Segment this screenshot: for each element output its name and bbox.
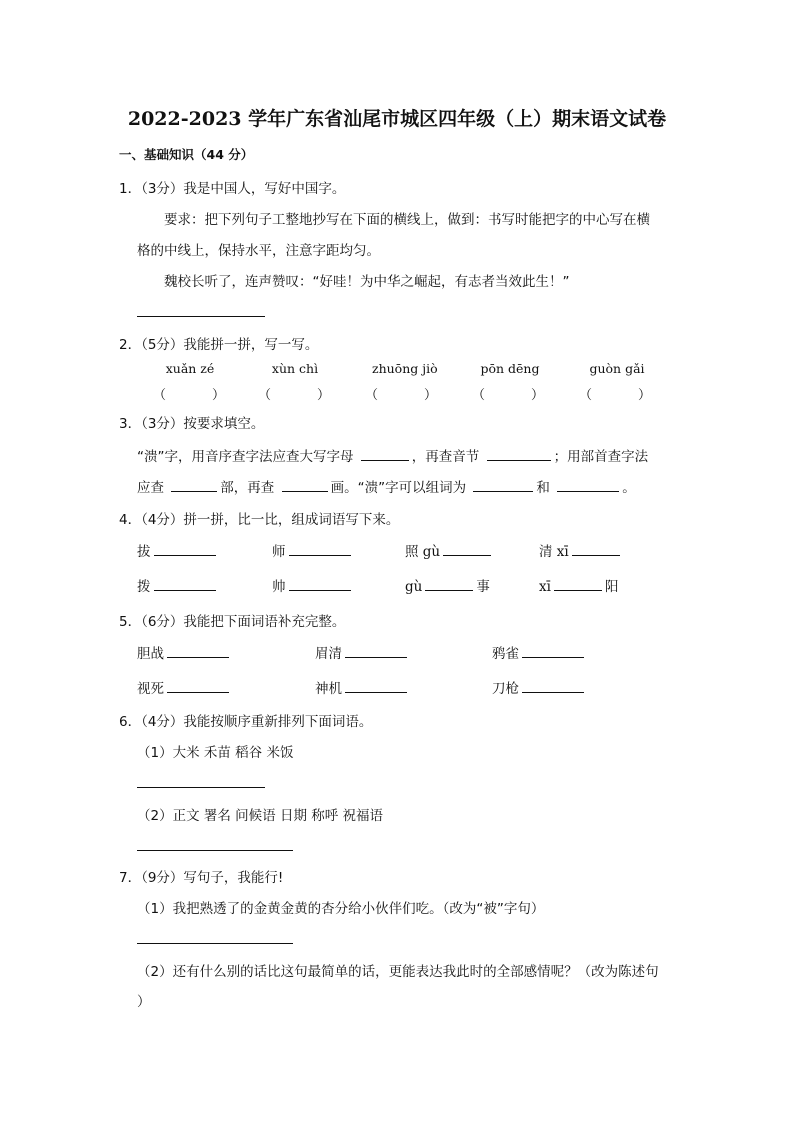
q5-word: 神机 (315, 681, 342, 697)
q3-line2 (137, 476, 636, 496)
q5-blank[interactable] (345, 679, 407, 693)
q4-blank[interactable] (154, 542, 216, 556)
q5-blank[interactable] (522, 644, 584, 658)
q3-blank-radical[interactable] (171, 478, 217, 492)
q4-row1-item2 (272, 540, 354, 560)
q2-pinyin-1: xuǎn zé (165, 361, 215, 376)
q3-text-2e: 。 (622, 480, 636, 496)
q3-text-2a: 应查 (137, 480, 164, 496)
q3-text-1b: ，再查音节 (411, 449, 480, 465)
exam-title: 2022-2023 学年广东省汕尾市城区四年级（上）期末语文试卷 (127, 108, 667, 130)
q4-char: 拨 (137, 579, 151, 595)
q4-row1-item1 (137, 540, 219, 560)
q4-char: 师 (272, 544, 286, 560)
q3-text-2c: 画。“溃”字可以组词为 (330, 480, 467, 496)
q5-row1-item2 (315, 642, 410, 662)
q4-char: 帅 (272, 579, 286, 595)
q3-text-2d: 和 (536, 480, 550, 496)
q5-row1-item3 (492, 642, 587, 662)
q4-blank[interactable] (154, 577, 216, 591)
q2-paren-open-4: （ (472, 388, 486, 403)
q5-row2-item3 (492, 677, 587, 697)
q1-sentence: 魏校长听了，连声赞叹：“好哇！为中华之崛起，有志者当效此生！” (164, 274, 570, 290)
q4-suffix: 事 (476, 579, 490, 595)
q7-item2-line1: （2）还有什么别的话比这句最简单的话，更能表达我此时的全部感情呢？（改为陈述句 (137, 964, 659, 980)
q1-stem: 1．（3分）我是中国人，写好中国字。 (119, 181, 346, 197)
q4-row2-item2 (272, 575, 354, 595)
q5-word: 胆战 (137, 646, 164, 662)
q4-blank[interactable] (289, 542, 351, 556)
q2-stem: 2．（5分）我能拼一拼，写一写。 (119, 337, 319, 353)
q5-stem: 5．（6分）我能把下面词语补充完整。 (119, 614, 346, 630)
q5-word: 鸦雀 (492, 646, 519, 662)
q4-blank[interactable] (554, 577, 602, 591)
q2-paren-close-4: ） (531, 388, 545, 403)
q2-paren-close-1: ） (212, 388, 226, 403)
q3-text-1c: ；用部首查字法 (553, 449, 649, 465)
q5-row1-item1 (137, 642, 232, 662)
q2-paren-open-1: （ (153, 388, 167, 403)
q3-blank-strokes[interactable] (282, 478, 328, 492)
q4-stem: 4．（4分）拼一拼，比一比，组成词语写下来。 (119, 512, 400, 528)
q4-blank[interactable] (289, 577, 351, 591)
q6-item1: （1）大米 禾苗 稻谷 米饭 (137, 745, 294, 761)
q4-char: xī (539, 579, 551, 595)
q5-blank[interactable] (167, 679, 229, 693)
q2-paren-open-5: （ (579, 388, 593, 403)
q6-answer-line-1[interactable] (137, 787, 265, 788)
q3-line1 (137, 445, 648, 465)
q4-row2-item3 (405, 575, 490, 595)
q3-blank-letter[interactable] (361, 447, 409, 461)
q2-paren-close-2: ） (317, 388, 331, 403)
q5-word: 视死 (137, 681, 164, 697)
q4-blank[interactable] (425, 577, 473, 591)
q3-stem: 3．（3分）按要求填空。 (119, 416, 265, 432)
q3-text-1a: “溃”字，用音序查字法应查大写字母 (137, 449, 354, 465)
q6-stem: 6．（4分）我能按顺序重新排列下面词语。 (119, 714, 373, 730)
q5-word: 眉清 (315, 646, 342, 662)
q4-blank[interactable] (572, 542, 620, 556)
q5-blank[interactable] (167, 644, 229, 658)
q1-requirement-line1: 要求：把下列句子工整地抄写在下面的横线上，做到：书写时能把字的中心写在横 (164, 212, 650, 228)
q3-text-2b: 部，再查 (220, 480, 275, 496)
q4-row1-item3 (405, 540, 494, 560)
q2-paren-close-5: ） (638, 388, 652, 403)
q2-pinyin-2: xùn chì (271, 361, 319, 376)
q1-answer-line[interactable] (137, 316, 265, 317)
q2-pinyin-3: zhuōng jiò (372, 361, 438, 376)
q4-row1-item4 (539, 540, 623, 560)
q4-char: 拔 (137, 544, 151, 560)
q4-char: gù (405, 579, 423, 595)
q5-blank[interactable] (345, 644, 407, 658)
q4-row2-item1 (137, 575, 219, 595)
q4-char: 清 xī (539, 544, 569, 560)
q2-paren-close-3: ） (424, 388, 438, 403)
q2-pinyin-5: guòn gǎi (589, 361, 645, 376)
q4-blank[interactable] (443, 542, 491, 556)
section-heading: 一、基础知识（44 分） (119, 147, 254, 162)
q4-row2-item4 (539, 575, 618, 595)
q7-stem: 7．（9分）写句子，我能行! (119, 870, 284, 886)
q5-word: 刀枪 (492, 681, 519, 697)
q3-blank-word-1[interactable] (473, 478, 533, 492)
q4-char: 照 gù (405, 544, 441, 560)
q3-blank-syllable[interactable] (487, 447, 551, 461)
q5-row2-item2 (315, 677, 410, 697)
q7-item1: （1）我把熟透了的金黄金黄的杏分给小伙伴们吃。（改为“被”字句） (137, 901, 545, 917)
q5-blank[interactable] (522, 679, 584, 693)
q3-blank-word-2[interactable] (557, 478, 619, 492)
q2-paren-open-3: （ (365, 388, 379, 403)
q7-answer-line-1[interactable] (137, 943, 293, 944)
q7-item2-line2: ） (137, 994, 151, 1010)
q4-suffix: 阳 (604, 579, 619, 595)
q6-answer-line-2[interactable] (137, 850, 293, 851)
q6-item2: （2）正文 署名 问候语 日期 称呼 祝福语 (137, 808, 384, 824)
q5-row2-item1 (137, 677, 232, 697)
q1-requirement-line2: 格的中线上，保持水平，注意字距均匀。 (137, 243, 380, 259)
q2-paren-open-2: （ (258, 388, 272, 403)
q2-pinyin-4: pōn dēng (480, 361, 540, 376)
